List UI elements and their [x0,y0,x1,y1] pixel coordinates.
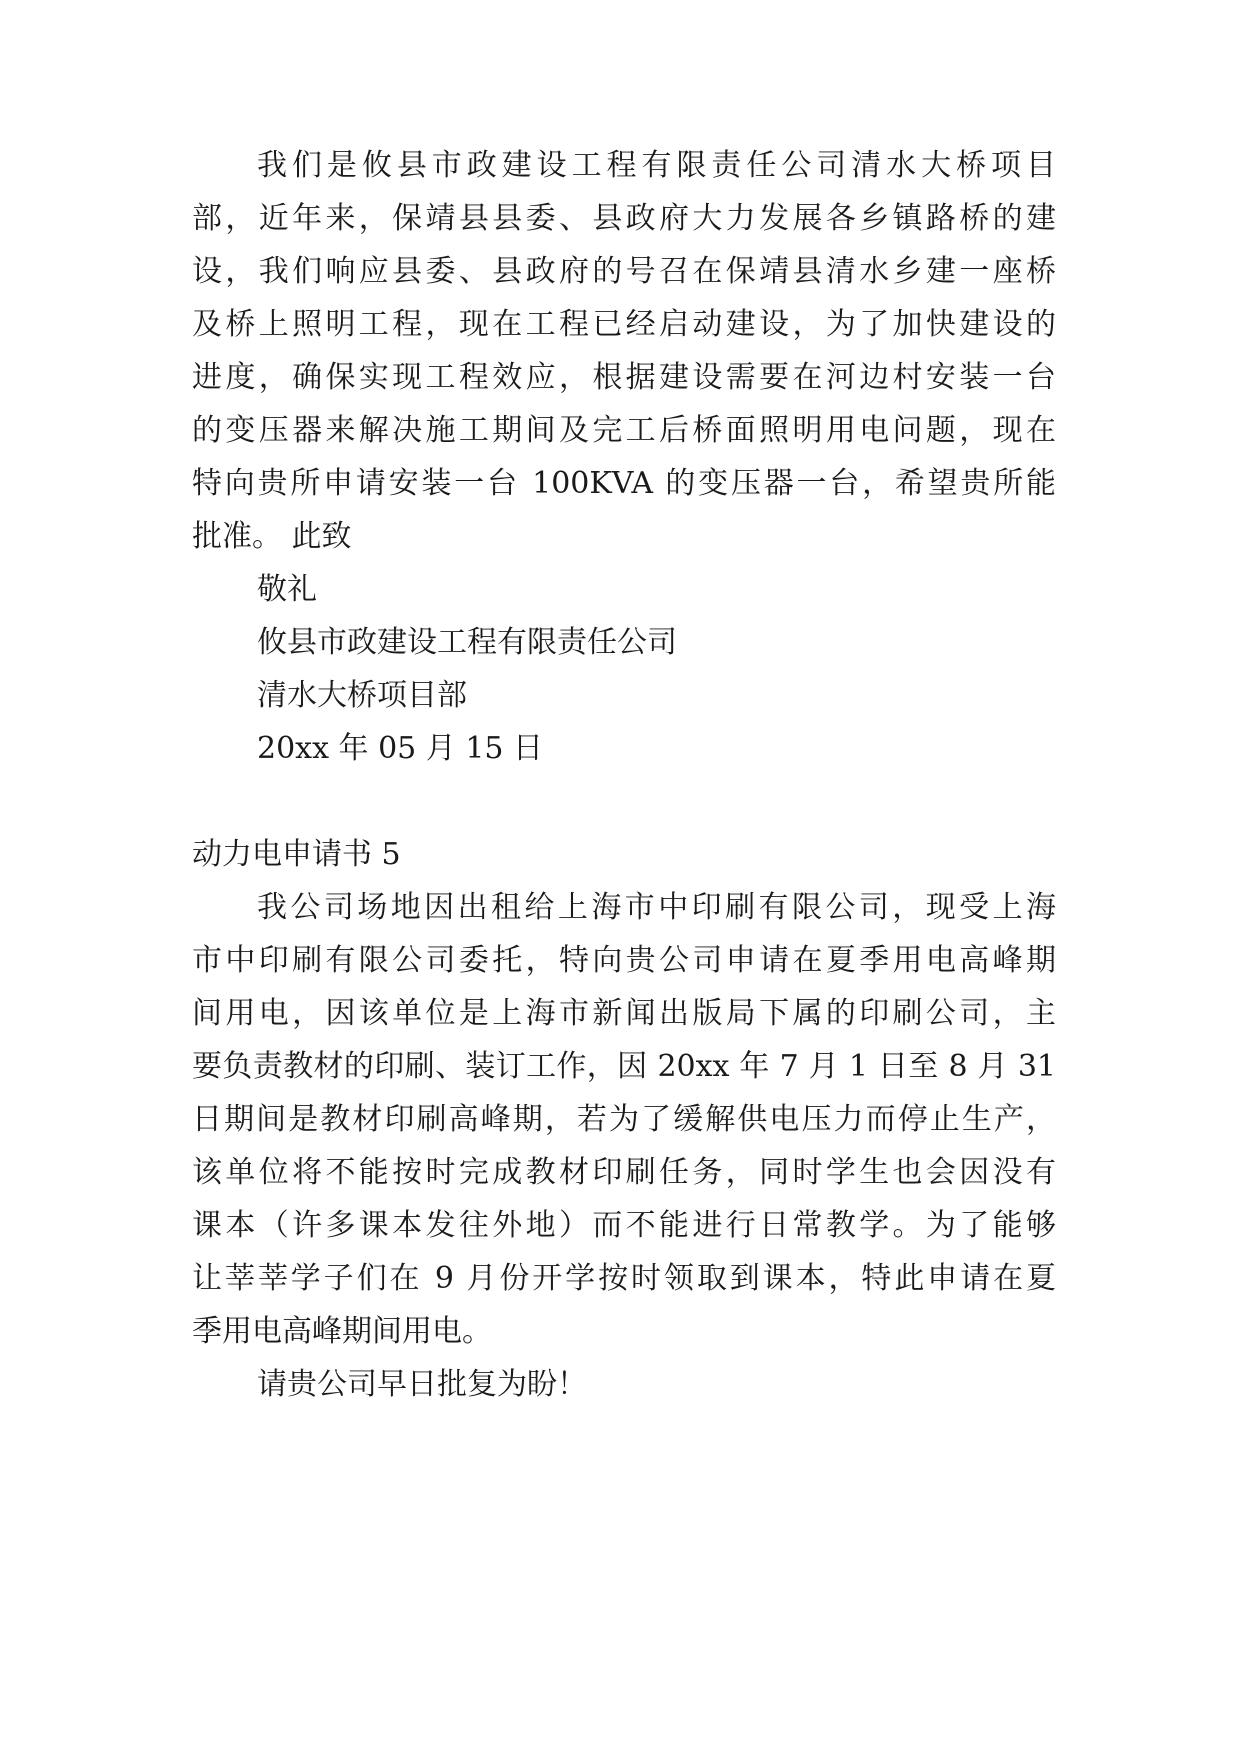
letter1-paragraph-line: 设，我们响应县委、县政府的号召在保靖县清水乡建一座桥 [192,254,1056,289]
letter1-paragraph-line: 我们是攸县市政建设工程有限责任公司清水大桥项目 [257,148,1056,183]
letter1-signature-company: 攸县市政建设工程有限责任公司 [257,625,677,660]
letter2-paragraph-line: 季用电高峰期间用电。 [192,1314,492,1349]
letter2-paragraph-line: 日期间是教材印刷高峰期，若为了缓解供电压力而停止生产， [192,1102,1056,1137]
letter1-signature-dept: 清水大桥项目部 [257,678,467,713]
letter2-paragraph-line: 市中印刷有限公司委托，特向贵公司申请在夏季用电高峰期 [192,943,1056,978]
letter1-paragraph-line: 及桥上照明工程，现在工程已经启动建设，为了加快建设的 [192,307,1056,342]
letter1-salutation: 敬礼 [257,572,317,607]
letter1-paragraph-line: 批准。 此致 [192,519,352,554]
letter1-paragraph-line: 部，近年来，保靖县县委、县政府大力发展各乡镇路桥的建 [192,201,1056,236]
letter2-paragraph-line: 该单位将不能按时完成教材印刷任务，同时学生也会因没有 [192,1155,1056,1190]
letter1-paragraph-line: 特向贵所申请安装一台 100KVA 的变压器一台，希望贵所能 [192,466,1056,501]
letter2-paragraph-line: 课本（许多课本发往外地）而不能进行日常教学。为了能够 [192,1208,1056,1243]
letter2-paragraph-line: 让莘莘学子们在 9 月份开学按时领取到课本，特此申请在夏 [192,1261,1056,1296]
section-title: 动力电申请书 5 [192,837,401,872]
letter2-paragraph-line: 间用电，因该单位是上海市新闻出版局下属的印刷公司，主 [192,996,1056,1031]
letter1-paragraph-line: 的变压器来解决施工期间及完工后桥面照明用电问题，现在 [192,413,1056,448]
letter2-closing: 请贵公司早日批复为盼！ [257,1367,587,1402]
letter1-date: 20xx 年 05 月 15 日 [257,731,544,766]
letter1-paragraph-line: 进度，确保实现工程效应，根据建设需要在河边村安装一台 [192,360,1056,395]
letter2-paragraph-line: 我公司场地因出租给上海市中印刷有限公司，现受上海 [257,890,1056,925]
letter2-paragraph-line: 要负责教材的印刷、装订工作，因 20xx 年 7 月 1 日至 8 月 31 [192,1049,1056,1084]
